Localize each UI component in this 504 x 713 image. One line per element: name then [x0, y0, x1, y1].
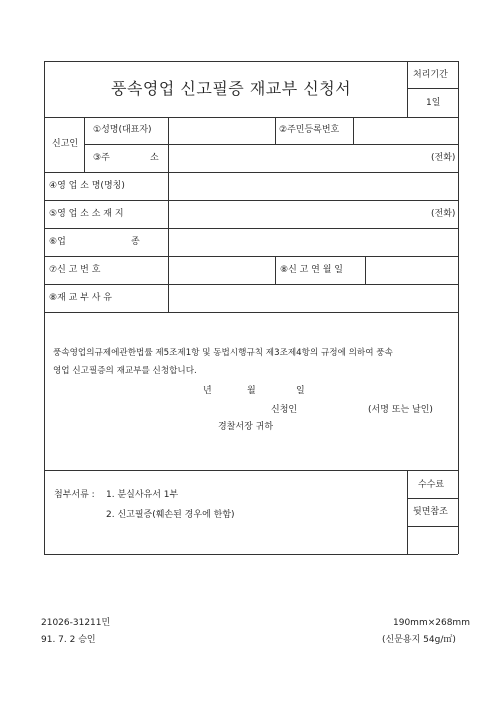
report-no-field[interactable] — [172, 259, 272, 281]
attachment-1: 1. 분실사유서 1부 — [106, 490, 179, 500]
reissue-reason-label: ⑧재 교 부 사 유 — [49, 293, 112, 303]
address-label: ③주 — [93, 153, 110, 163]
address-field[interactable] — [172, 147, 422, 169]
attachments-label: 첨부서류 : — [54, 490, 95, 500]
reissue-reason-field[interactable] — [172, 287, 455, 309]
name-label: ①성명(대표자) — [93, 125, 152, 135]
report-date-field[interactable] — [369, 259, 455, 281]
date-day-label: 일 — [296, 386, 305, 396]
attachment-2: 2. 신고필증(훼손된 경우에 한함) — [106, 510, 235, 520]
phone-label-2: (전화) — [431, 209, 456, 219]
business-type-field[interactable] — [172, 231, 455, 253]
business-location-label: ⑤영 업 소 소 재 지 — [49, 209, 124, 219]
paper-size: 190mm×268mm — [393, 618, 470, 628]
report-date-label: ⑧신 고 연 월 일 — [280, 265, 343, 275]
date-month-label: 월 — [247, 386, 256, 396]
fee-value: 뒷면참조 — [413, 507, 448, 517]
phone-label: (전화) — [431, 153, 456, 163]
business-name-field[interactable] — [172, 175, 455, 197]
form-number: 21026-31211민 — [41, 618, 111, 628]
applicant-sign-label: 신청인 — [271, 405, 298, 415]
address-label-suffix: 소 — [150, 153, 159, 163]
processing-period-label: 처리기간 — [413, 70, 448, 80]
applicant-label: 신고인 — [52, 139, 79, 149]
fee-label: 수수료 — [418, 480, 445, 490]
paper-type: (신문용지 54g/㎡) — [382, 635, 456, 645]
addressee: 경찰서장 귀하 — [218, 422, 274, 432]
business-name-label: ④영 업 소 명(명칭) — [49, 181, 125, 191]
resident-no-label: ②주민등록번호 — [279, 125, 340, 135]
report-no-label: ⑦신 고 번 호 — [49, 265, 101, 275]
processing-period-value: 1일 — [426, 98, 441, 108]
business-type-label-suffix: 종 — [131, 237, 140, 247]
form-title: 풍속영업 신고필증 재교부 신청서 — [111, 79, 352, 98]
name-field[interactable] — [172, 120, 272, 142]
business-type-label: ⑥업 — [49, 237, 66, 247]
approval-date: 91. 7. 2 승인 — [41, 635, 96, 645]
declaration-line-1: 풍속영업의규제에관한법률 제5조제1항 및 동법시행규칙 제3조제4항의 규정에 의하여 풍속 — [53, 348, 393, 358]
date-year-label: 년 — [203, 386, 212, 396]
resident-no-field[interactable] — [357, 120, 455, 142]
business-location-field[interactable] — [172, 203, 422, 225]
declaration-line-2: 영업 신고필증의 재교부를 신청합니다. — [53, 366, 197, 376]
sign-note: (서명 또는 날인) — [368, 405, 433, 415]
